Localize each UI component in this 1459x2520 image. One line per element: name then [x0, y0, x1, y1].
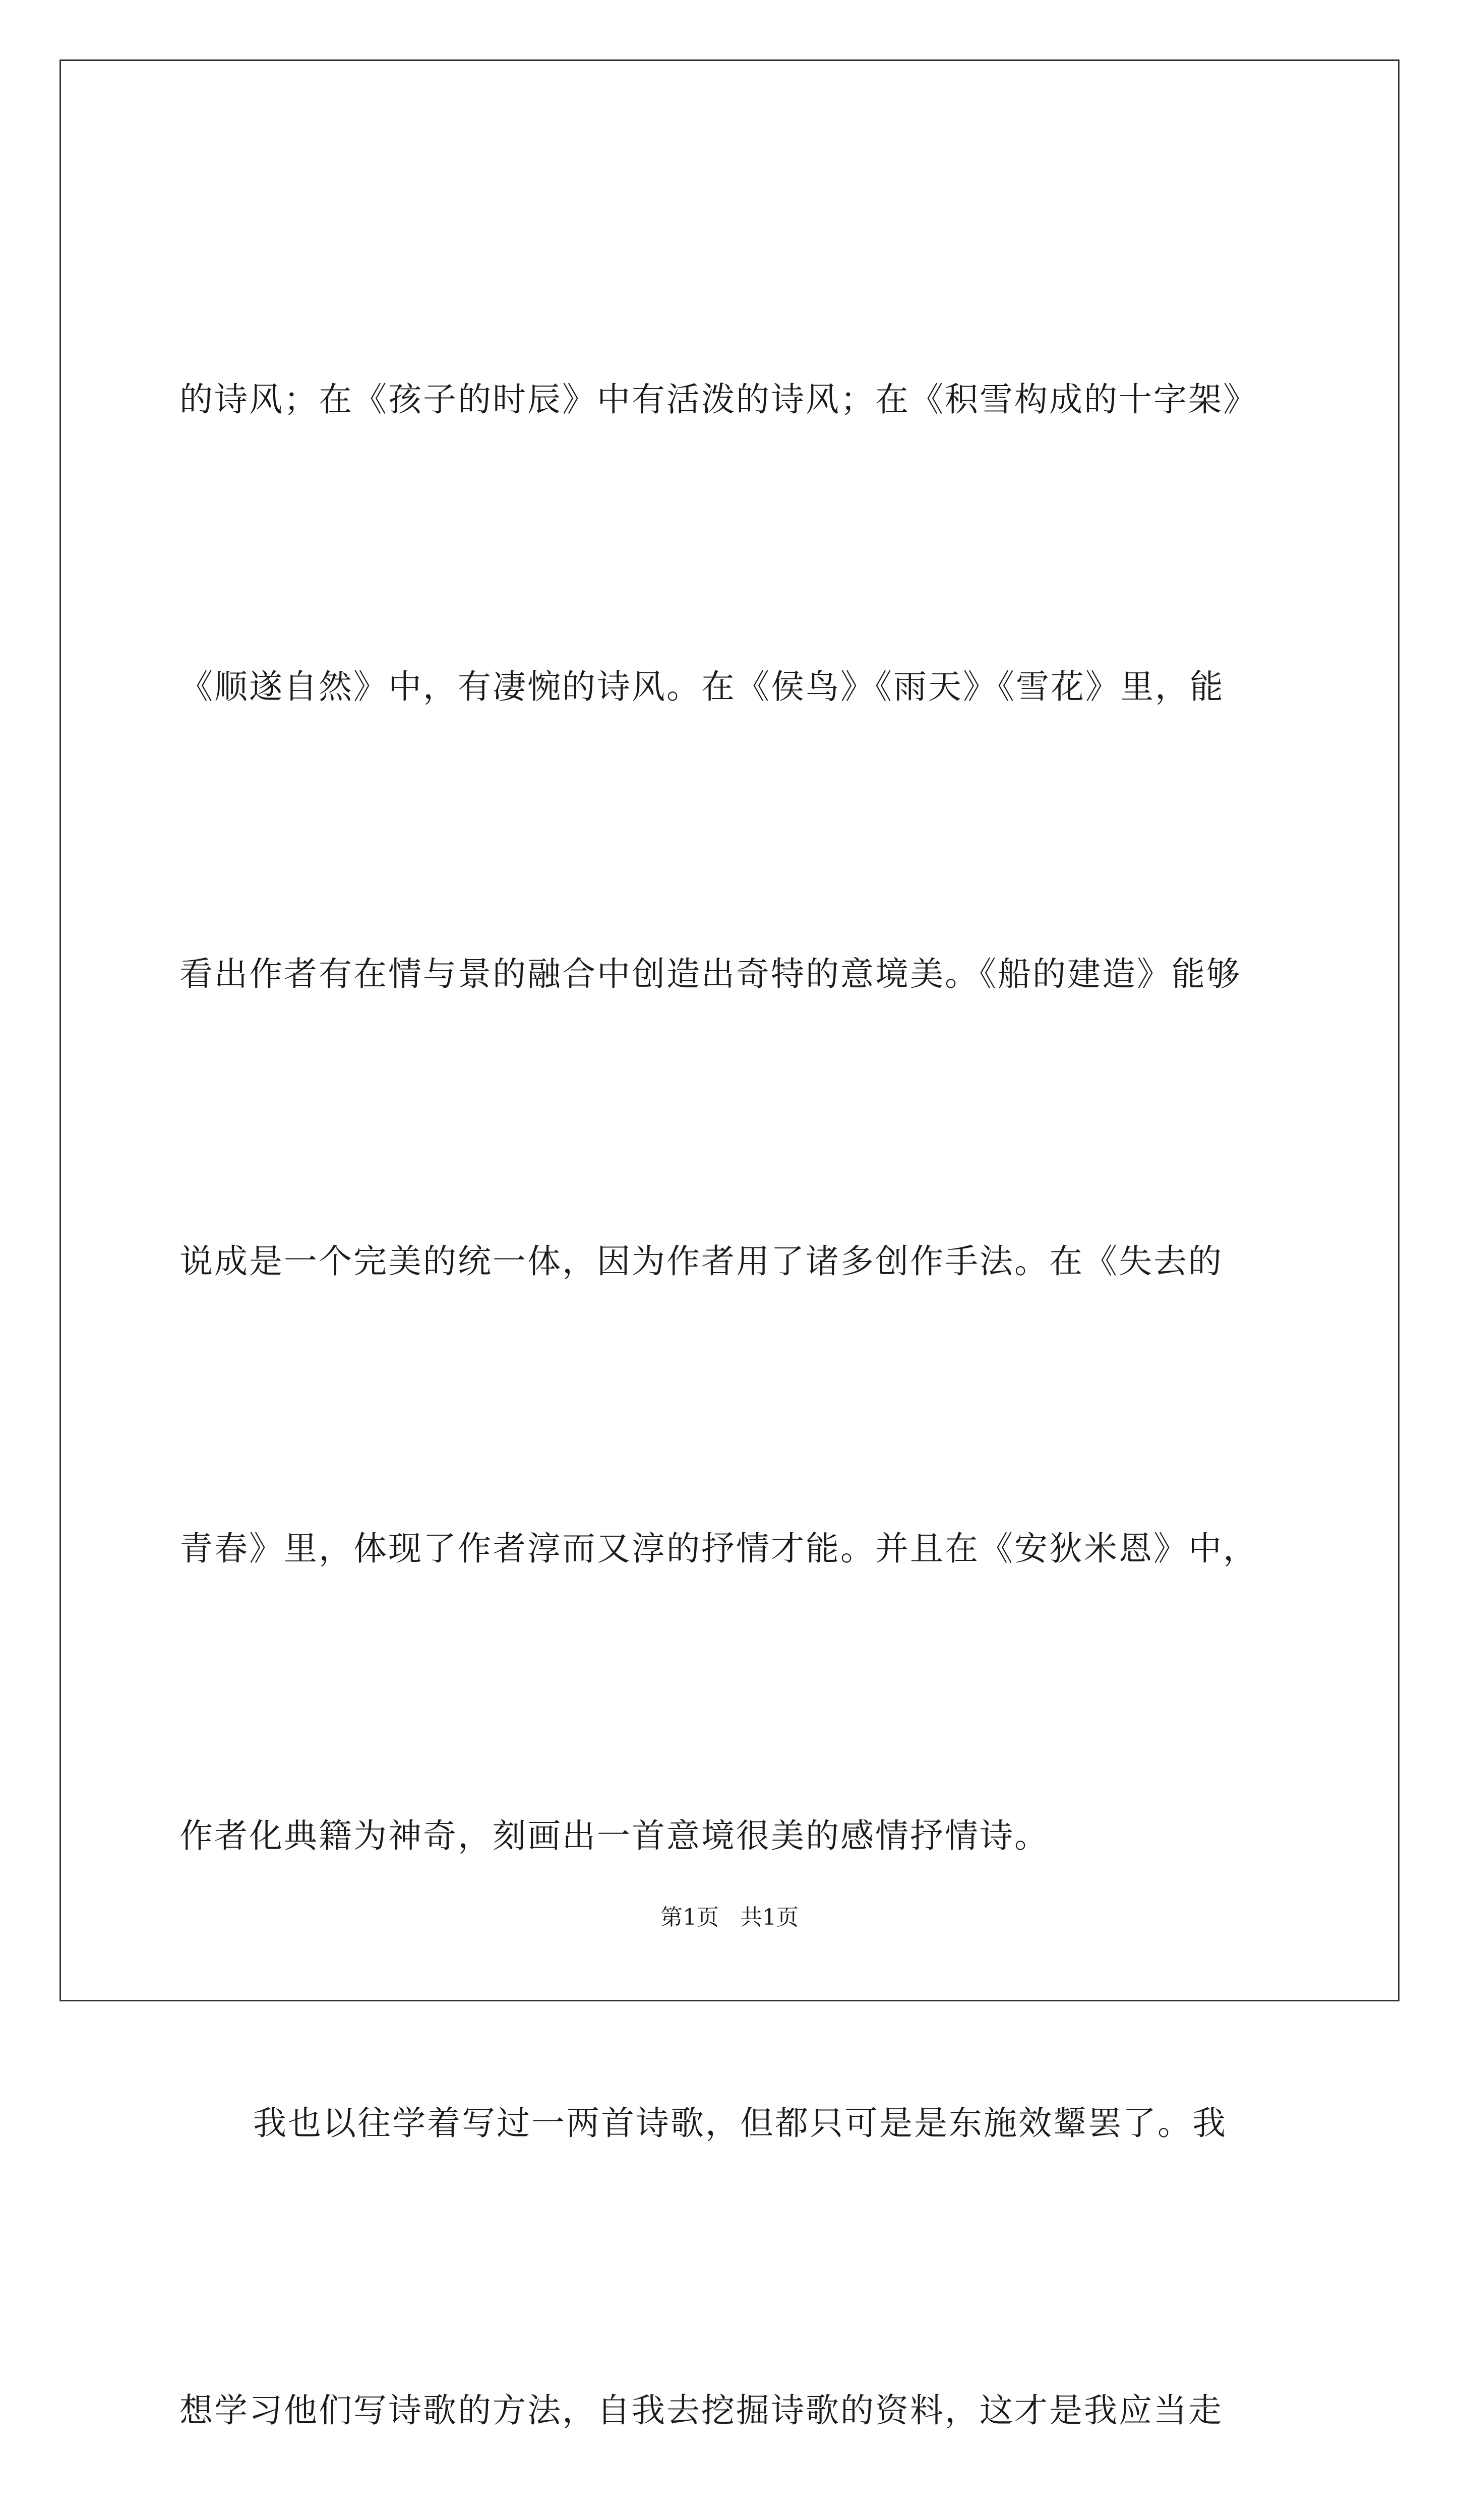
page-footer — [0, 1903, 1459, 1933]
text-line: 说成是一个完美的统一体，因为作者用了诸多创作手法。在《失去的 — [179, 1242, 1223, 1281]
text-line: 的诗风；在《孩子的时辰》中有活泼的诗风；在《积雪构成的十字架》 — [179, 380, 1258, 419]
text-line: 青春》里，体现了作者淳而又淳的抒情才能。并且在《安狄米恩》中， — [179, 1529, 1258, 1568]
text-line: 看出作者有在情与景的融合中创造出奇特的意境美。《船的建造》能够 — [179, 955, 1241, 993]
text-line: 想学习他们写诗歌的方法，自我去挖掘诗歌的资料，这才是我应当走 — [179, 2391, 1223, 2430]
text-line: 作者化典籍为神奇，刻画出一首意境很美的感情抒情诗。 — [179, 1816, 1049, 1855]
page-number: 第1页 — [660, 1905, 719, 1930]
paragraph-start-line: 我也以往学着写过一两首诗歌，但都只可是是东施效颦罢了。我 — [253, 2104, 1227, 2143]
text-line: 《顺遂自然》中，有凄惋的诗风。在《侯鸟》《雨天》《雪花》里，能 — [179, 667, 1225, 706]
page-total: 共1页 — [740, 1905, 799, 1930]
document-body — [179, 160, 1284, 2520]
